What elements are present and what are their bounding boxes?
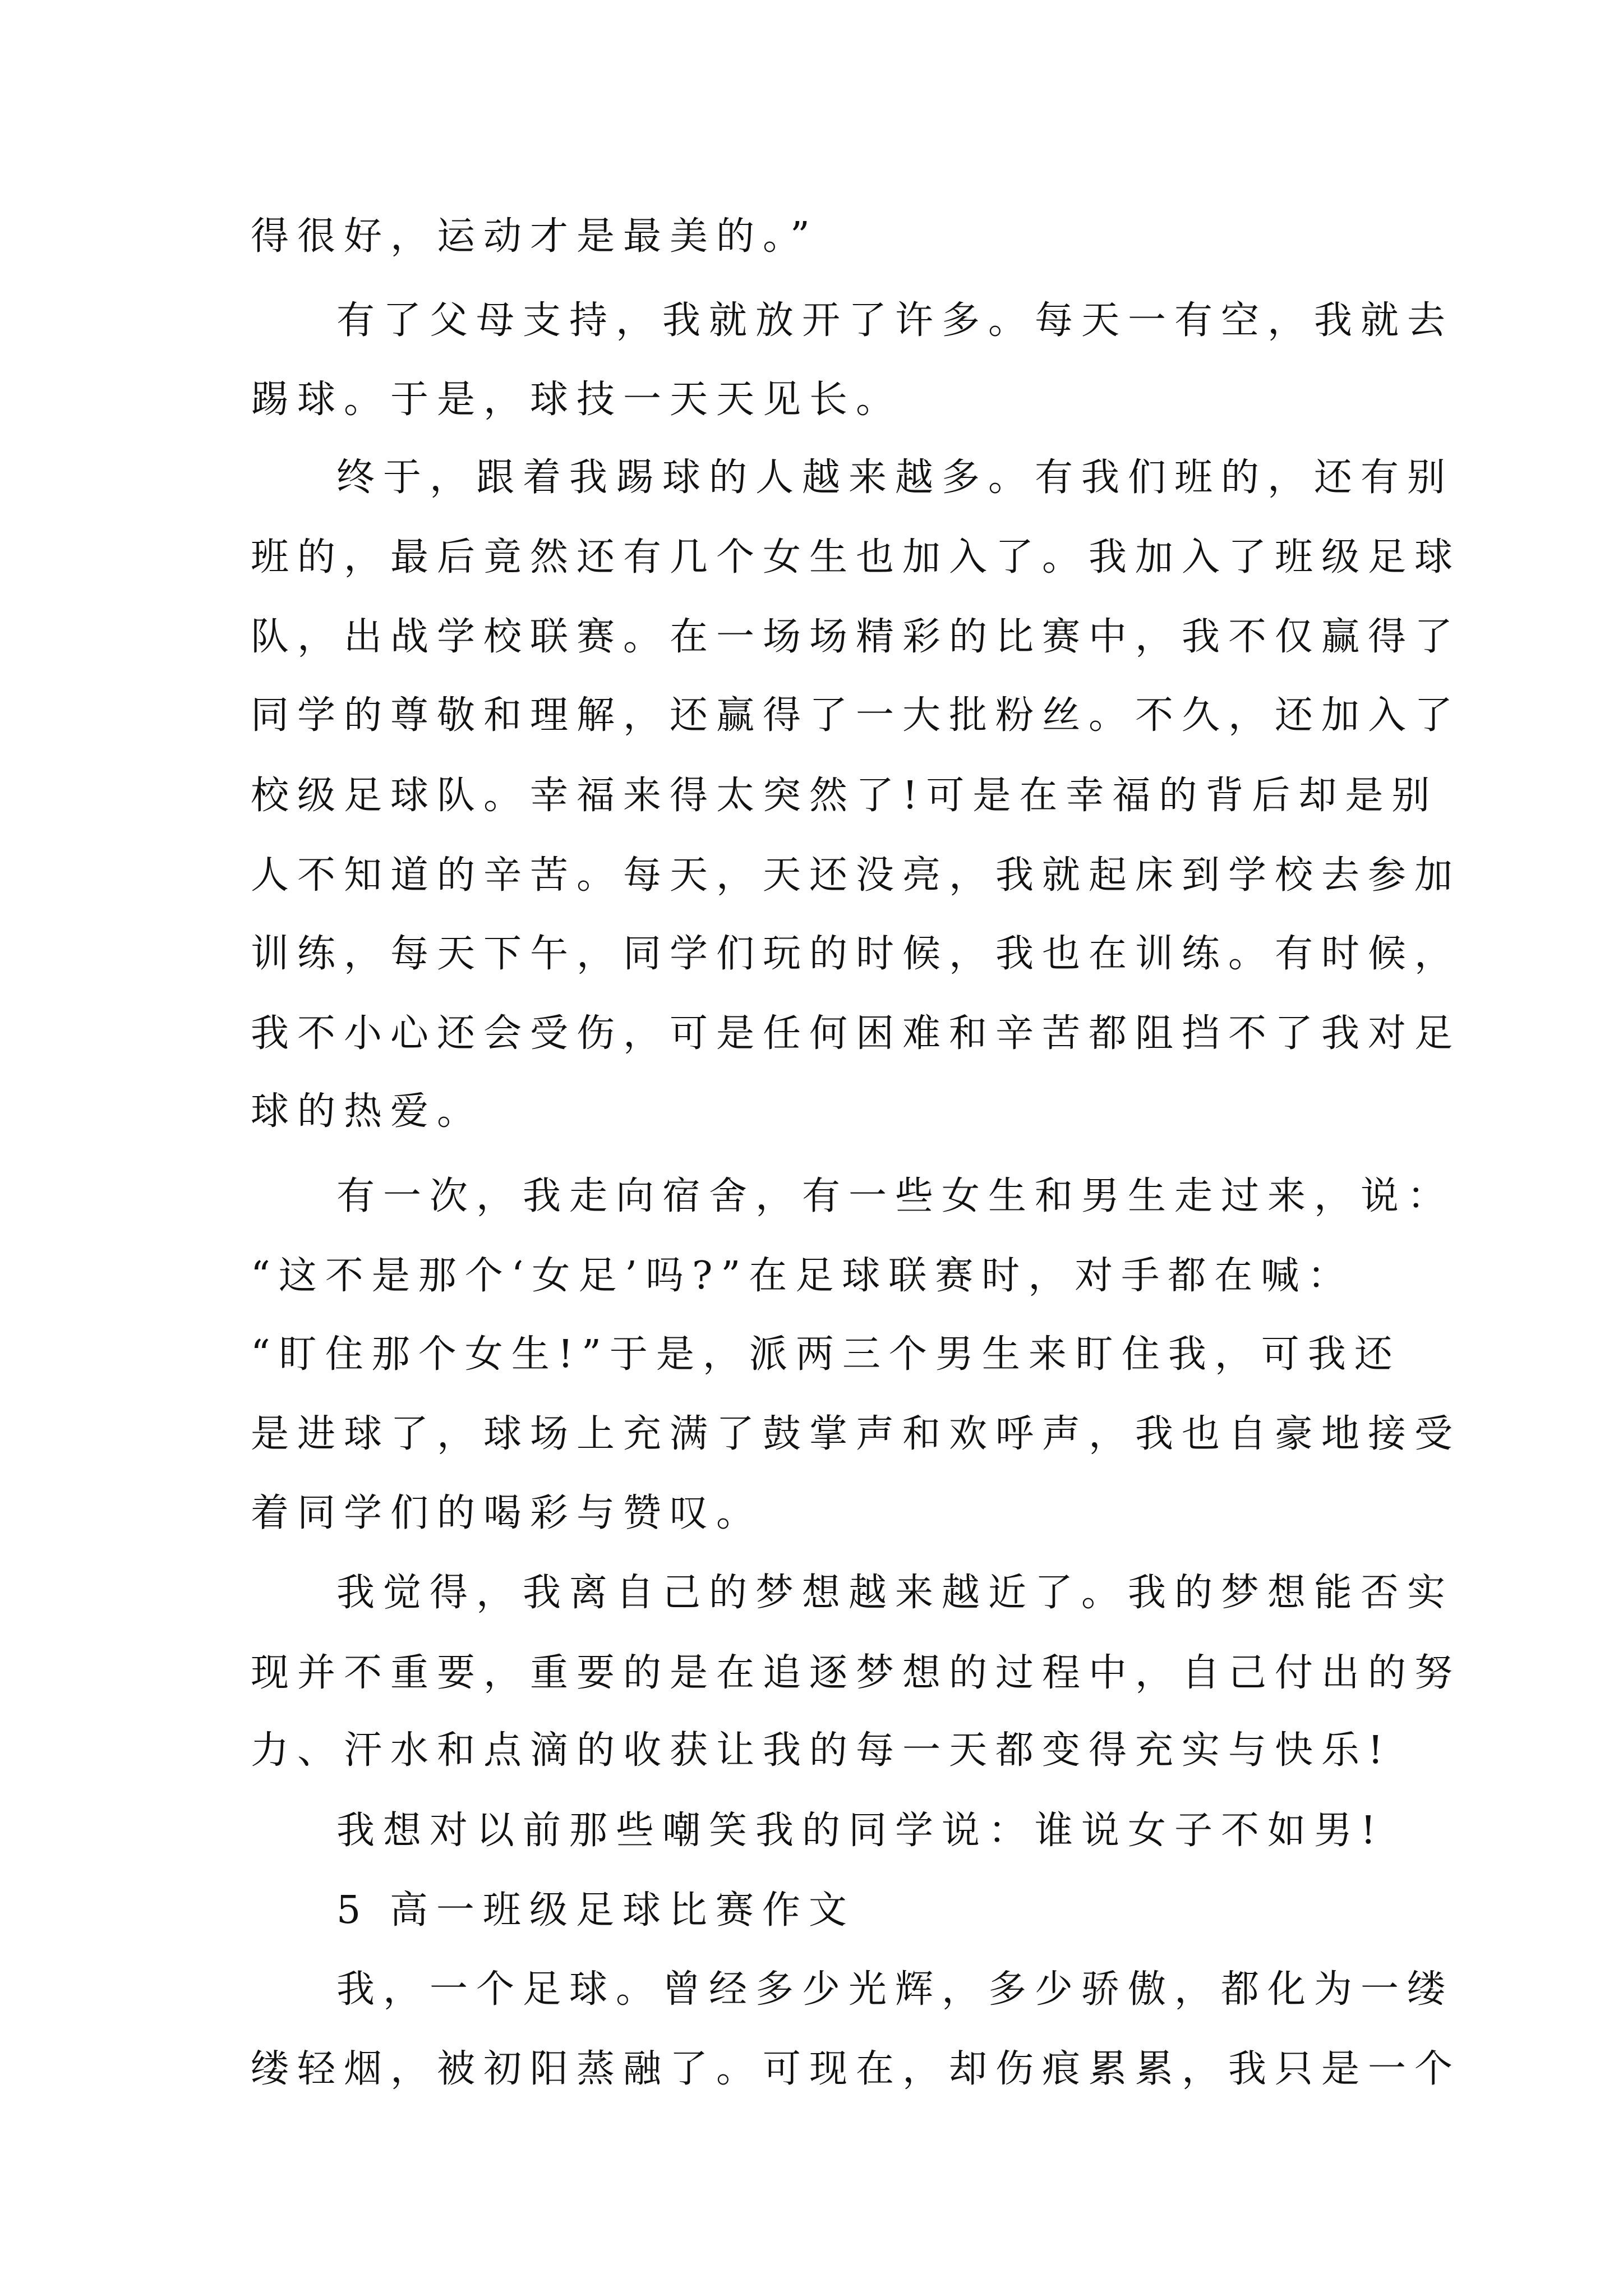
text-line-10: 训练，每天下午，同学们玩的时候，我也在训练。有时候， <box>251 932 1461 976</box>
text-line-16: 是进球了，球场上充满了鼓掌声和欢呼声，我也自豪地接受 <box>251 1412 1461 1456</box>
text-line-17: 着同学们的喝彩与赞叹。 <box>251 1491 763 1535</box>
text-line-1: 得很好，运动才是最美的。” <box>251 214 818 259</box>
text-line-20: 力、汗水和点滴的收获让我的每一天都变得充实与快乐! <box>251 1728 1392 1773</box>
text-line-19: 现并不重要，重要的是在追逐梦想的过程中，自己付出的努 <box>251 1651 1461 1695</box>
paragraph-start-line: 有一次，我走向宿舍，有一些女生和男生走过来，说： <box>336 1174 1454 1218</box>
text-line-12: 球的热爱。 <box>251 1089 484 1134</box>
paragraph-start-line: 终于，跟着我踢球的人越来越多。有我们班的，还有别 <box>336 455 1454 500</box>
text-line-8: 校级足球队。幸福来得太突然了!可是在幸福的背后却是别 <box>251 774 1438 818</box>
text-line-14: “这不是那个‘女足’吗?”在足球联赛时，对手都在喊： <box>251 1254 1354 1298</box>
text-line-7: 同学的尊敬和理解，还赢得了一大批粉丝。不久，还加入了 <box>251 693 1461 738</box>
paragraph-start-line: 有了父母支持，我就放开了许多。每天一有空，我就去 <box>336 298 1454 343</box>
paragraph-start-line: 我，一个足球。曾经多少光辉，多少骄傲，都化为一缕 <box>336 1967 1454 2012</box>
paragraph-start-line: 我觉得，我离自己的梦想越来越近了。我的梦想能否实 <box>336 1571 1454 1615</box>
text-line-15: “盯住那个女生!”于是，派两三个男生来盯住我，可我还 <box>251 1332 1401 1377</box>
text-line-24: 缕轻烟，被初阳蒸融了。可现在，却伤痕累累，我只是一个 <box>251 2047 1461 2091</box>
text-line-5: 班的，最后竟然还有几个女生也加入了。我加入了班级足球 <box>251 535 1461 579</box>
paragraph-start-line: 我想对以前那些嘲笑我的同学说：谁说女子不如男! <box>336 1809 1385 1853</box>
text-line-11: 我不小心还会受伤，可是任何困难和辛苦都阻挡不了我对足 <box>251 1011 1461 1056</box>
text-line-9: 人不知道的辛苦。每天，天还没亮，我就起床到学校去参加 <box>251 853 1461 898</box>
section-heading: 5 高一班级足球比赛作文 <box>336 1888 855 1932</box>
text-line-3: 踢球。于是，球技一天天见长。 <box>251 378 903 422</box>
text-line-6: 队，出战学校联赛。在一场场精彩的比赛中，我不仅赢得了 <box>251 615 1461 659</box>
